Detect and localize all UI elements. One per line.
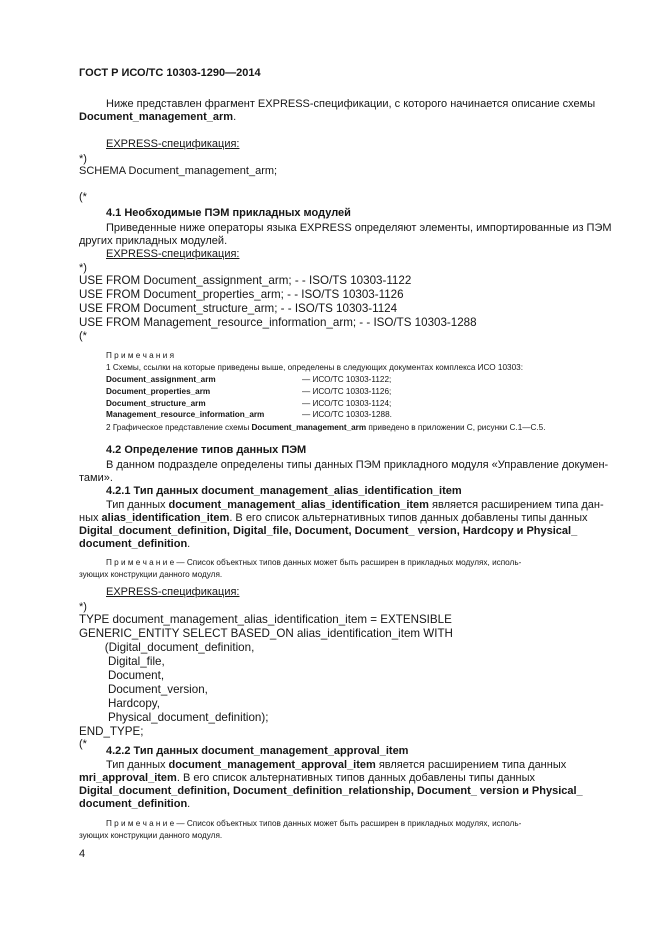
note-2: 2 Графическое представление схемы Document_management_arm приведено в приложении С, рисунки С.1—С.5. <box>106 423 546 432</box>
section-4-1-para-1: Приведенные ниже операторы языка EXPRESS определяют элементы, импортированные из ПЭМ <box>106 222 612 234</box>
section-4-1-para-2: других прикладных модулей. <box>79 235 228 247</box>
use-from-line: USE FROM Document_structure_arm; - - ISO/TS 10303-1124 <box>79 302 398 315</box>
code-line: Physical_document_definition); <box>79 711 269 724</box>
code-open: *) <box>79 262 87 274</box>
ref-name: Document_assignment_arm <box>106 375 216 384</box>
section-4-2-1-line-3: Digital_document_definition, Digital_file, Document, Document_ version, Hardcopy и Physical_ <box>79 525 578 537</box>
note-line-1: П р и м е ч а н и е — Список объектных типов данных может быть расширен в прикладных модулях, исполь- <box>106 558 522 567</box>
ref-name: Management_resource_information_arm <box>106 410 265 419</box>
notes-heading: П р и м е ч а н и я <box>106 351 175 360</box>
section-4-2-para-2: тами». <box>79 472 113 484</box>
code-line: Digital_file, <box>79 655 165 668</box>
ref-doc: — ИСО/ТС 10303-1122; <box>302 375 392 384</box>
code-line: SCHEMA Document_management_arm; <box>79 165 278 177</box>
section-4-2-para-1: В данном подразделе определены типы данных ПЭМ прикладного модуля «Управление докумен- <box>106 459 609 471</box>
code-line: Document_version, <box>79 683 208 696</box>
note-line-2: зующих конструкции данного модуля. <box>79 570 223 579</box>
code-line: Hardcopy, <box>79 697 160 710</box>
section-4-1-title: 4.1 Необходимые ПЭМ прикладных модулей <box>106 207 351 219</box>
section-4-2-2-title: 4.2.2 Тип данных document_management_approval_item <box>106 745 409 757</box>
code-open: *) <box>79 601 87 613</box>
section-4-2-2-line-4: document_definition. <box>79 798 191 810</box>
schema-name: Document_management_arm <box>79 111 234 123</box>
code-close: (* <box>79 738 87 750</box>
section-4-2-1-title: 4.2.1 Тип данных document_management_alias_identification_item <box>106 485 462 497</box>
ref-name: Document_properties_arm <box>106 387 211 396</box>
section-4-2-1-line-2: ных alias_identification_item. В его список альтернативных типов данных добавлены типы данных <box>79 512 588 524</box>
ref-doc: — ИСО/ТС 10303-1124; <box>302 399 392 408</box>
use-from-line: USE FROM Document_assignment_arm; - - ISO/TS 10303-1122 <box>79 274 412 287</box>
section-4-2-2-line-2: mri_approval_item. В его список альтернативных типов данных добавлены типы данных <box>79 772 536 784</box>
document-header: ГОСТ Р ИСО/ТС 10303-1290—2014 <box>79 67 261 79</box>
section-4-2-1-line-4: document_definition. <box>79 538 191 550</box>
section-4-2-title: 4.2 Определение типов данных ПЭМ <box>106 444 307 456</box>
intro-line-1: Ниже представлен фрагмент EXPRESS-спецификации, с которого начинается описание схемы <box>106 98 596 110</box>
code-close: (* <box>79 191 87 203</box>
section-4-2-1-line-1: Тип данных document_management_alias_identification_item является расширением типа дан- <box>106 499 604 511</box>
use-from-line: USE FROM Document_properties_arm; - - ISO/TS 10303-1126 <box>79 288 404 301</box>
note-1: 1 Схемы, ссылки на которые приведены выше, определены в следующих документах комплекса ИСО 10303: <box>106 363 523 372</box>
code-line: (Digital_document_definition, <box>79 641 255 654</box>
code-open: *) <box>79 153 87 165</box>
code-line: TYPE document_management_alias_identification_item = EXTENSIBLE <box>79 613 452 626</box>
use-from-line: USE FROM Management_resource_information_arm; - - ISO/TS 10303-1288 <box>79 316 477 329</box>
intro-line-2: Document_management_arm. <box>79 111 237 123</box>
section-4-2-2-line-1: Тип данных document_management_approval_item является расширением типа данных <box>106 759 567 771</box>
note-line-2: зующих конструкции данного модуля. <box>79 831 223 840</box>
ref-doc: — ИСО/ТС 10303-1126; <box>302 387 392 396</box>
ref-name: Document_structure_arm <box>106 399 206 408</box>
express-label: EXPRESS-спецификация: <box>106 586 240 598</box>
note-line-1: П р и м е ч а н и е — Список объектных типов данных может быть расширен в прикладных модулях, исполь- <box>106 819 522 828</box>
code-close: (* <box>79 330 87 342</box>
express-label: EXPRESS-спецификация: <box>106 248 240 260</box>
express-label: EXPRESS-спецификация: <box>106 138 240 150</box>
section-4-2-2-line-3: Digital_document_definition, Document_definition_relationship, Document_ version и Physical_ <box>79 785 583 797</box>
page-number: 4 <box>79 848 86 860</box>
code-line: END_TYPE; <box>79 725 144 738</box>
code-line: GENERIC_ENTITY SELECT BASED_ON alias_identification_item WITH <box>79 627 453 640</box>
ref-doc: — ИСО/ТС 10303-1288. <box>302 410 392 419</box>
code-line: Document, <box>79 669 165 682</box>
